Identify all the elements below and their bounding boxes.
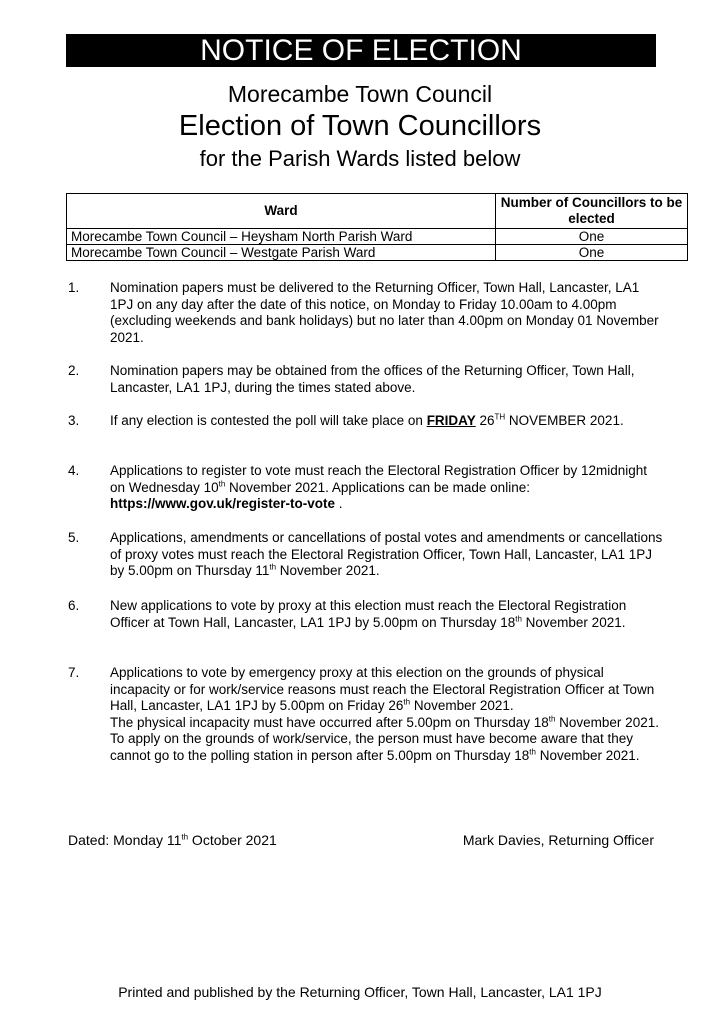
notice-banner: NOTICE OF ELECTION bbox=[66, 34, 656, 67]
number-cell: One bbox=[496, 229, 688, 245]
item-text: Applications, amendments or cancellations of postal votes and amendments or cancellations of proxy votes must reach the Electoral Registration Officer, Town Hall, Lancaster, LA1 1PJ by 5.00pm on Thursday 11th November 2021. bbox=[110, 530, 663, 578]
page-title: Election of Town Councillors bbox=[178, 110, 542, 142]
register-link[interactable]: https://www.gov.uk/register-to-vote bbox=[110, 496, 336, 511]
item-text: New applications to vote by proxy at this election must reach the Electoral Registration Officer at Town Hall, Lancaster, LA1 1PJ by 5.00pm on Thursday 18th November 2021. bbox=[110, 598, 627, 630]
header-number: Number of Councillors to be elected bbox=[496, 194, 688, 229]
page-subtitle: for the Parish Wards listed below bbox=[199, 146, 521, 171]
returning-officer-signature: Mark Davies, Returning Officer bbox=[462, 832, 654, 848]
item-text: Applications to vote by emergency proxy at this election on the grounds of physical incapacity or for work/service reasons must reach the Electoral Registration Officer at Town Hall, Lancaster, LA1 1PJ by 5.00pm on Friday 26th November 2021. The physical incapacity must have occurred after 5.00pm on Thursday 18th November 2021. To apply on the grounds of work/service, the person must have become aware that they cannot go to the polling station in person after 5.00pm on Thursday 18th November 2021. bbox=[110, 665, 659, 763]
item-number: 2. bbox=[68, 363, 80, 378]
wards-table bbox=[66, 193, 688, 261]
item-text: Nomination papers may be obtained from the offices of the Returning Officer, Town Hall, Lancaster, LA1 1PJ, during the times stated above. bbox=[110, 363, 635, 395]
table-row bbox=[67, 245, 688, 261]
item-number: 4. bbox=[68, 463, 80, 478]
number-cell: One bbox=[496, 245, 688, 261]
item-text: Applications to register to vote must reach the Electoral Registration Officer by 12midnight on Wednesday 10th November 2021. Applications can be made online: https://www.gov.uk/register-to-vote . bbox=[110, 463, 648, 511]
dated-line: Dated: Monday 11th October 2021 bbox=[68, 832, 277, 848]
item-text: If any election is contested the poll will take place on FRIDAY 26TH NOVEMBER 2021. bbox=[110, 412, 624, 428]
item-text: Nomination papers must be delivered to the Returning Officer, Town Hall, Lancaster, LA1 1PJ on any day after the date of this notice, on Monday to Friday 10.00am to 4.00pm (excluding weekends and bank holidays) but no later than 4.00pm on Monday 01 November 2021. bbox=[110, 280, 659, 345]
imprint-footer: Printed and published by the Returning Officer, Town Hall, Lancaster, LA1 1PJ bbox=[118, 984, 602, 1000]
table-header-row bbox=[67, 194, 688, 229]
item-number: 1. bbox=[68, 280, 80, 295]
ward-cell: Morecambe Town Council – Heysham North Parish Ward bbox=[67, 229, 496, 245]
item-number: 3. bbox=[68, 413, 80, 428]
poll-day: FRIDAY bbox=[426, 413, 476, 428]
ward-cell: Morecambe Town Council – Westgate Parish Ward bbox=[67, 245, 496, 261]
item-number: 5. bbox=[68, 530, 80, 545]
table-row bbox=[67, 229, 688, 245]
item-number: 6. bbox=[68, 598, 80, 613]
item-number: 7. bbox=[68, 665, 80, 680]
council-name: Morecambe Town Council bbox=[227, 81, 493, 107]
header-ward: Ward bbox=[67, 194, 496, 229]
